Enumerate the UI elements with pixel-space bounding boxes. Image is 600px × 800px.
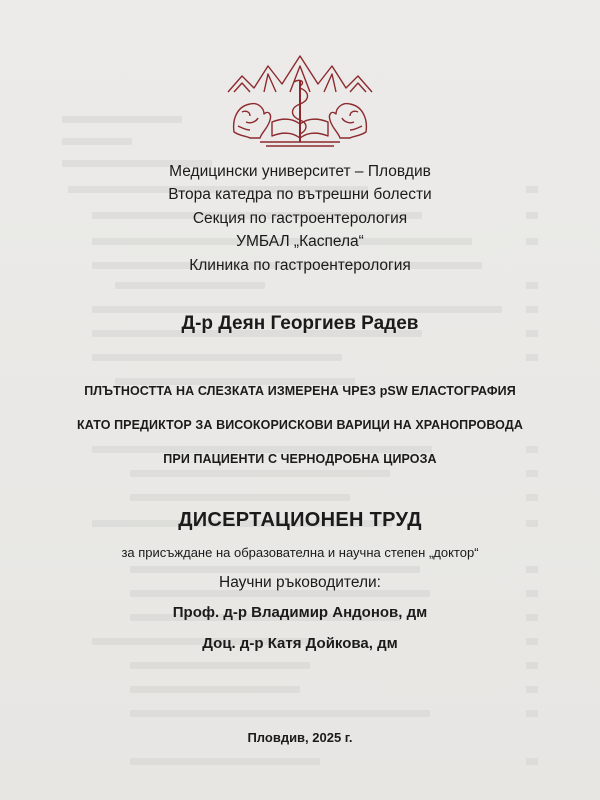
supervisors-label: Научни ръководители: (219, 574, 381, 591)
supervisor-second: Доц. д-р Катя Дойкова, дм (202, 635, 398, 652)
hospital-name: УМБАЛ „Каспела“ (236, 233, 364, 251)
topic-line-2: КАТО ПРЕДИКТОР ЗА ВИСОКОРИСКОВИ ВАРИЦИ НА ХРАНОПРОВОДА (77, 418, 523, 432)
topic-line-3: ПРИ ПАЦИЕНТИ С ЧЕРНОДРОБНА ЦИРОЗА (163, 452, 437, 466)
topic-line-1: ПЛЪТНОСТТА НА СЛЕЗКАТА ИЗМЕРЕНА ЧРЕЗ pSW ЕЛАСТОГРАФИЯ (84, 384, 516, 398)
department-name: Втора катедра по вътрешни болести (168, 186, 432, 204)
supervisor-first: Проф. д-р Владимир Андонов, дм (172, 604, 428, 621)
document-type-title: ДИСЕРТАЦИОНЕН ТРУД (178, 509, 422, 531)
university-name: Медицински университет – Пловдив (169, 163, 431, 180)
institution-block (0, 160, 600, 277)
author-name: Д-р Деян Георгиев Радев (181, 313, 419, 334)
clinic-name: Клиника по гастроентерология (189, 256, 411, 274)
degree-line: за присъждане на образователна и научна степен „доктор“ (121, 545, 479, 560)
section-name: Секция по гастроентерология (192, 209, 408, 227)
university-emblem-icon (220, 52, 380, 152)
place-date: Пловдив, 2025 г. (247, 730, 353, 745)
